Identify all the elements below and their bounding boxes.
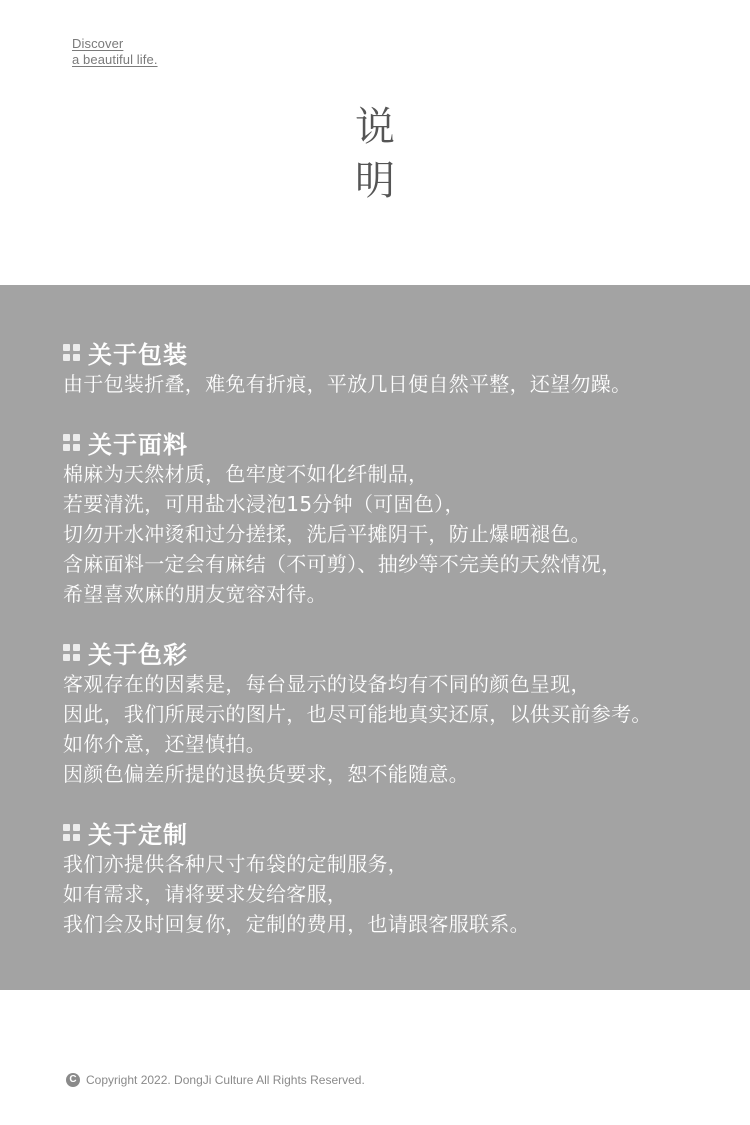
section-title: 关于面料 [88,430,188,459]
section-body [63,669,733,789]
grid-icon [63,434,80,451]
body-line: 我们会及时回复你，定制的费用，也请跟客服联系。 [63,912,530,936]
body-line: 希望喜欢麻的朋友宽容对待。 [63,582,327,606]
section-header [63,425,733,459]
section-title: 关于色彩 [88,640,188,669]
page-title [0,100,750,208]
grid-icon [63,344,80,361]
section-header [63,335,733,369]
body-line: 由于包装折叠，难免有折痕，平放几日便自然平整，还望勿躁。 [63,372,632,396]
body-line: 若要清洗，可用盐水浸泡15分钟（可固色）， [63,492,465,516]
section-packaging [63,335,733,399]
grid-icon [63,644,80,661]
section-header [63,815,733,849]
body-line: 棉麻为天然材质，色牢度不如化纤制品， [63,462,429,486]
section-body [63,849,733,939]
section-body [63,459,733,609]
copyright-icon: C [66,1073,80,1087]
tagline-line-1: Discover [72,36,124,51]
section-body [63,369,733,399]
body-line: 含麻面料一定会有麻结（不可剪）、抽纱等不完美的天然情况， [63,552,622,576]
body-line: 客观存在的因素是，每台显示的设备均有不同的颜色呈现， [63,672,591,696]
copyright-footer [66,1073,365,1087]
body-line: 切勿开水冲烫和过分搓揉，洗后平摊阴干，防止爆晒褪色。 [63,522,591,546]
section-title: 关于包装 [88,340,188,369]
body-line: 因颜色偏差所提的退换货要求，恕不能随意。 [63,762,469,786]
copyright-text: Copyright 2022. DongJi Culture All Rights Reserved. [86,1073,365,1087]
body-line: 如有需求，请将要求发给客服， [63,882,348,906]
page-title-char-2: 明 [355,158,395,204]
section-color [63,635,733,789]
body-line: 我们亦提供各种尺寸布袋的定制服务， [63,852,409,876]
tagline [72,36,158,68]
grid-icon [63,824,80,841]
page-title-char-1: 说 [355,104,395,150]
section-custom [63,815,733,939]
info-panel [0,285,750,990]
section-fabric [63,425,733,609]
tagline-line-2: a beautiful life. [72,52,158,67]
body-line: 因此，我们所展示的图片，也尽可能地真实还原，以供买前参考。 [63,702,652,726]
section-header [63,635,733,669]
section-title: 关于定制 [88,820,188,849]
body-line: 如你介意，还望慎拍。 [63,732,266,756]
